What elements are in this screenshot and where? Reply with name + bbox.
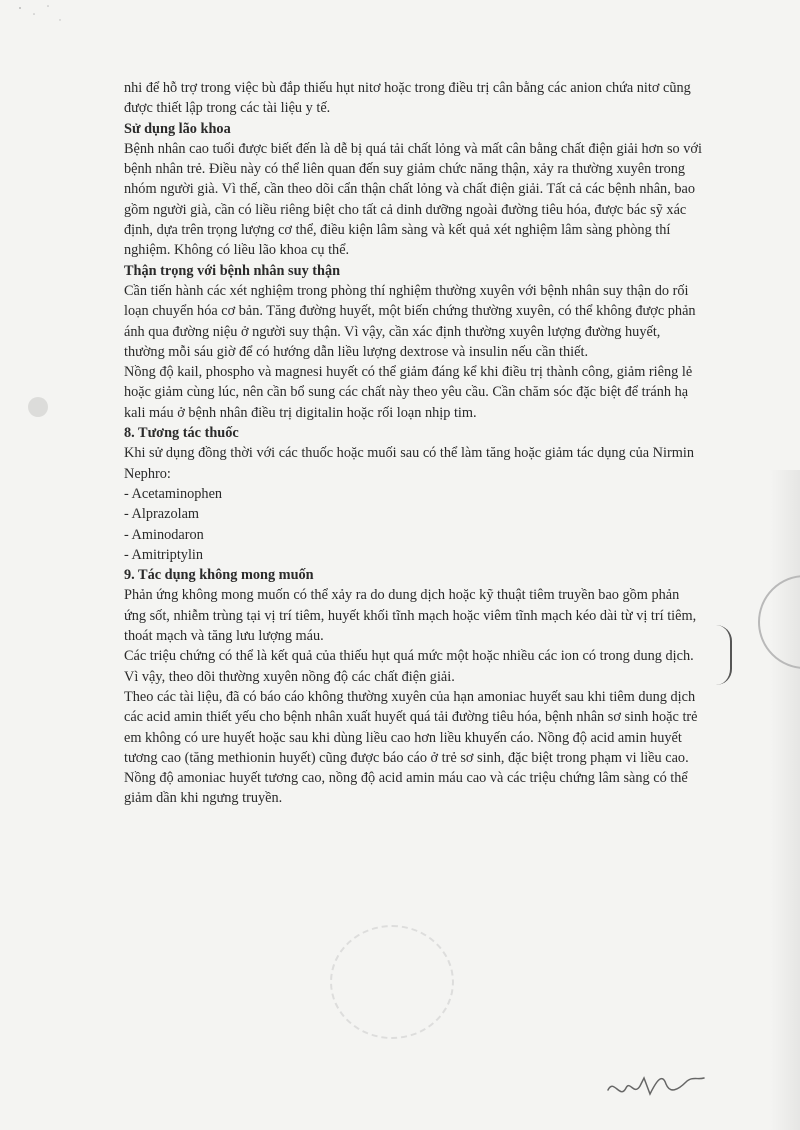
renal-paragraph-1: Cần tiến hành các xét nghiệm trong phòng thí nghiệm thường xuyên với bệnh nhân suy thận do rối loạn chuyển hóa cơ bản. Tăng đường huyết, một biến chứng thường xuyên, có thể không được phản ánh qua đường niệu ở người suy thận. Vì vậy, cần xác định thường xuyên lượng đường huyết, thường mỗi sáu giờ để có hướng dẫn liều lượng dextrose và insulin nếu cần thiết. <box>124 282 696 360</box>
renal-paragraph-2: Nồng độ kail, phospho và magnesi huyết có thể giảm đáng kể khi điều trị thành công, giảm riêng lẻ hoặc giảm cùng lúc, nên cần bổ sung các chất này theo yêu cầu. Cần chăm sóc đặc biệt để tránh hạ kali máu ở bệnh nhân điều trị digitalin hoặc rối loạn nhịp tim. <box>124 364 693 421</box>
document-body <box>124 78 704 809</box>
page-edge-shadow <box>770 470 800 1130</box>
adverse-paragraph-3: Theo các tài liệu, đã có báo cáo không thường xuyên của hạn amoniac huyết sau khi tiêm dung dịch các acid amin thiết yếu cho bệnh nhân xuất huyết quá tải đường tiêu hóa, bệnh nhân sơ sinh hoặc trẻ em không có ure huyết hoặc sau khi dùng liều cao hơn liều khuyến cáo. Nồng độ acid amin huyết tương cao (tăng methionin huyết) cũng được báo cáo ở trẻ sơ sinh, đặc biệt trong phạm vi liều cao. Nồng độ amoniac huyết tương cao, nồng độ acid amin máu cao và các triệu chứng lâm sàng có thể giảm dần khi ngưng truyền. <box>124 688 698 807</box>
scan-speckle <box>0 0 80 40</box>
interactions-heading: 8. Tương tác thuốc <box>124 425 239 442</box>
punch-hole <box>28 397 48 417</box>
margin-bracket-mark <box>716 625 732 685</box>
intro-paragraph: nhi để hỗ trợ trong việc bù đắp thiếu hụt nitơ hoặc trong điều trị cân bằng các anion chứa nitơ cũng được thiết lập trong các tài liệu y tế. <box>124 80 691 117</box>
stamp-mark-right <box>758 575 800 669</box>
adverse-paragraph-1: Phản ứng không mong muốn có thể xảy ra do dung dịch hoặc kỹ thuật tiêm truyền bao gồm phản ứng sốt, nhiễm trùng tại vị trí tiêm, huyết khối tĩnh mạch hoặc viêm tĩnh mạch kéo dài từ vị trí tiêm, thoát mạch và tăng lưu lượng máu. <box>124 587 697 645</box>
interaction-item: - Aminodaron <box>124 526 204 543</box>
geriatric-paragraph: Bệnh nhân cao tuổi được biết đến là dễ bị quá tải chất lỏng và mất cân bằng chất điện giải hơn so với bệnh nhân trẻ. Điều này có thể liên quan đến suy giảm chức năng thận, xảy ra thường xuyên trong nhóm người già. Vì thế, cần theo dõi cẩn thận chất lỏng và chất điện giải. Tất cả các bệnh nhân, bao gồm người già, cần có liều riêng biệt cho tất cả dinh dưỡng ngoài đường tiêu hóa, được bác sỹ xác định, dựa trên trọng lượng cơ thể, điều kiện lâm sàng và kết quả xét nghiệm lâm sàng phòng thí nghiệm. Không có liều lão khoa cụ thể. <box>124 140 702 259</box>
renal-heading: Thận trọng với bệnh nhân suy thận <box>124 262 341 279</box>
geriatric-heading: Sử dụng lão khoa <box>124 120 231 137</box>
faint-stamp-mark <box>330 925 454 1039</box>
interaction-item: - Amitriptylin <box>124 546 204 563</box>
signature-scribble <box>600 1060 710 1110</box>
adverse-paragraph-2: Các triệu chứng có thể là kết quả của thiếu hụt quá mức một hoặc nhiều các ion có trong dung dịch. Vì vậy, theo dõi thường xuyên nồng độ các chất điện giải. <box>124 648 694 685</box>
adverse-heading: 9. Tác dụng không mong muốn <box>124 567 314 584</box>
interactions-paragraph: Khi sử dụng đồng thời với các thuốc hoặc muối sau có thể làm tăng hoặc giảm tác dụng của Nirmin Nephro: <box>124 445 694 482</box>
interaction-item: - Alprazolam <box>124 506 200 523</box>
interaction-item: - Acetaminophen <box>124 485 223 502</box>
